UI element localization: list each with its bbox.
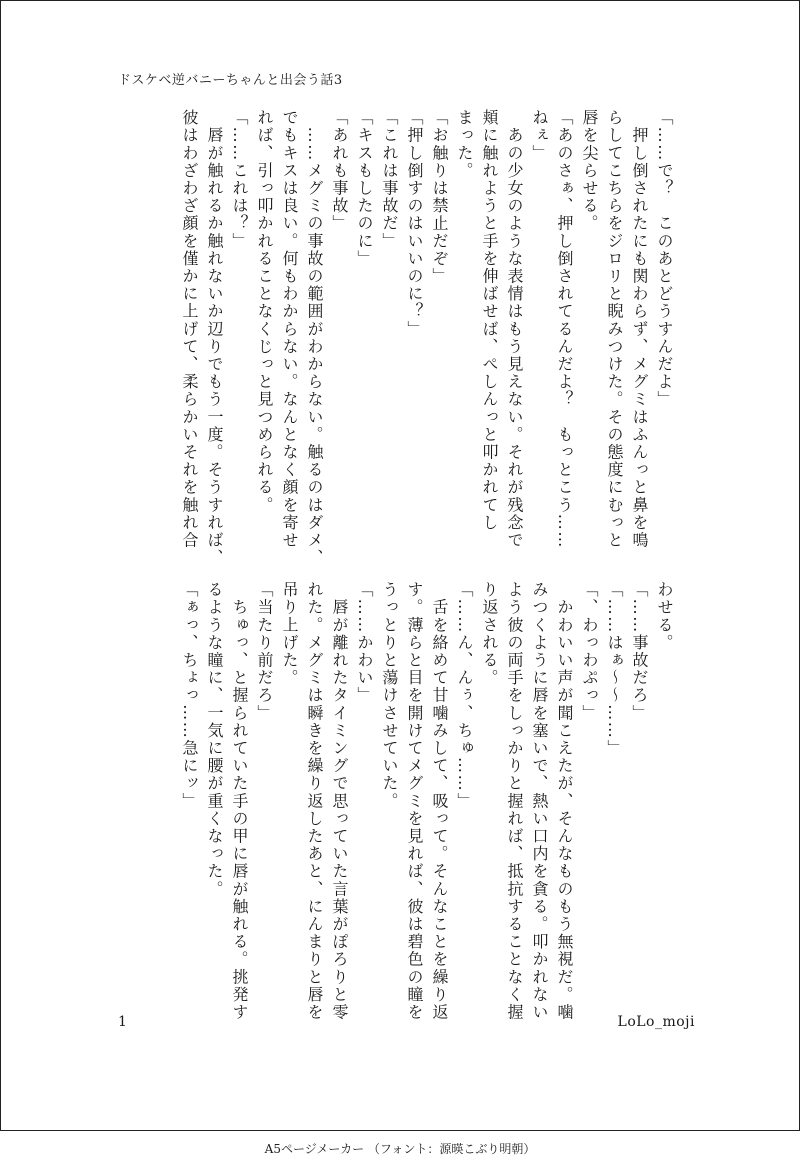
- text-line: 「ぁっ、ちょっ……急にッ」: [180, 581, 199, 810]
- text-line: 「これは事故だ」: [380, 109, 399, 250]
- text-line: 「お触りは禁止だぞ」: [430, 109, 449, 285]
- text-line: 頬に触れようと手を伸ばせば、ぺしんっと叩かれてし: [480, 109, 499, 532]
- text-line: 吊り上げた。: [280, 581, 299, 687]
- page-maker-footer: A5ページメーカー （フォント：源暎こぶり明朝）: [264, 1142, 536, 1156]
- text-line: かわいい声が聞こえたが、そんなものもう無視だ。噛: [555, 581, 574, 1021]
- text-line: みつくように唇を塞いで、熱い口内を貪る。叩かれない: [530, 581, 549, 1021]
- text-line: ……メグミの事故の範囲がわからない。触るのはダメ、: [305, 109, 324, 567]
- page-number: 1: [118, 1014, 127, 1030]
- text-line: 「キスもしたのに」: [355, 109, 374, 268]
- text-line: 「……事故だろ」: [630, 581, 649, 722]
- text-line: 唇が触れるか触れないか辺りでもう一度。そうすれば、: [205, 109, 224, 567]
- text-line: 「……ん、んぅ、ちゅ……」: [455, 581, 474, 810]
- text-line: まった。: [455, 109, 474, 180]
- author-credit: LoLo_moji: [617, 1014, 695, 1030]
- text-line: ちゅっ、と握られていた手の甲に唇が触れる。挑発す: [230, 581, 249, 1021]
- text-line: でもキスは良い。何もわからない。なんとなく顔を寄せ: [280, 109, 299, 549]
- text-line: 押し倒されたにも関わらず、メグミはふんっと鼻を鳴: [630, 109, 649, 549]
- text-line: 「あれも事故」: [330, 109, 349, 233]
- text-line: 「……これは？」: [230, 109, 249, 250]
- text-line: 唇を尖らせる。: [580, 109, 599, 233]
- text-line: うっとりと蕩けさせていた。: [380, 581, 399, 810]
- text-line: よう彼の両手をしっかりと握れば、抵抗することなく握: [505, 581, 524, 1021]
- text-line: す。薄らと目を開けてメグミを見れば、彼は碧色の瞳を: [405, 581, 424, 1021]
- text-line: あの少女のような表情はもう見えない。それが残念で: [505, 109, 524, 549]
- text-line: ねぇ」: [530, 109, 549, 162]
- text-line: 「、わっわぷっ」: [580, 581, 599, 722]
- text-line: 彼はわざわざ顔を僅かに上げて、柔らかいそれを触れ合: [180, 109, 199, 549]
- text-line: るような瞳に、一気に腰が重くなった。: [205, 581, 224, 898]
- text-line: 「……で？ このあとどうすんだよ」: [655, 109, 674, 409]
- text-line: 「……はぁ～～……」: [605, 581, 624, 757]
- text-line: 「押し倒すのはいいのに？」: [405, 109, 424, 338]
- text-line: 「当たり前だろ」: [255, 581, 274, 722]
- text-line: 舌を絡めて甘噛みして、吸って。そんなことを繰り返: [430, 581, 449, 1021]
- story-title: ドスケベ逆バニーちゃんと出会う話3: [118, 73, 343, 88]
- upper-text-column: [177, 109, 677, 567]
- text-line: り返される。: [480, 581, 499, 687]
- text-line: らしてこちらをジロリと睨みつけた。その態度にむっと: [605, 109, 624, 549]
- text-line: わせる。: [655, 581, 674, 652]
- text-line: れた。メグミは瞬きを繰り返したあと、にんまりと唇を: [305, 581, 324, 1021]
- text-line: れば、引っ叩かれることなくじっと見つめられる。: [255, 109, 274, 514]
- text-line: 唇が離れたタイミングで思っていた言葉がぽろりと零: [330, 581, 349, 1021]
- lower-text-column: [177, 581, 677, 1031]
- text-line: 「あのさぁ、押し倒されてるんだよ？ もっとこう……: [555, 109, 574, 549]
- text-line: 「……かわい」: [355, 581, 374, 705]
